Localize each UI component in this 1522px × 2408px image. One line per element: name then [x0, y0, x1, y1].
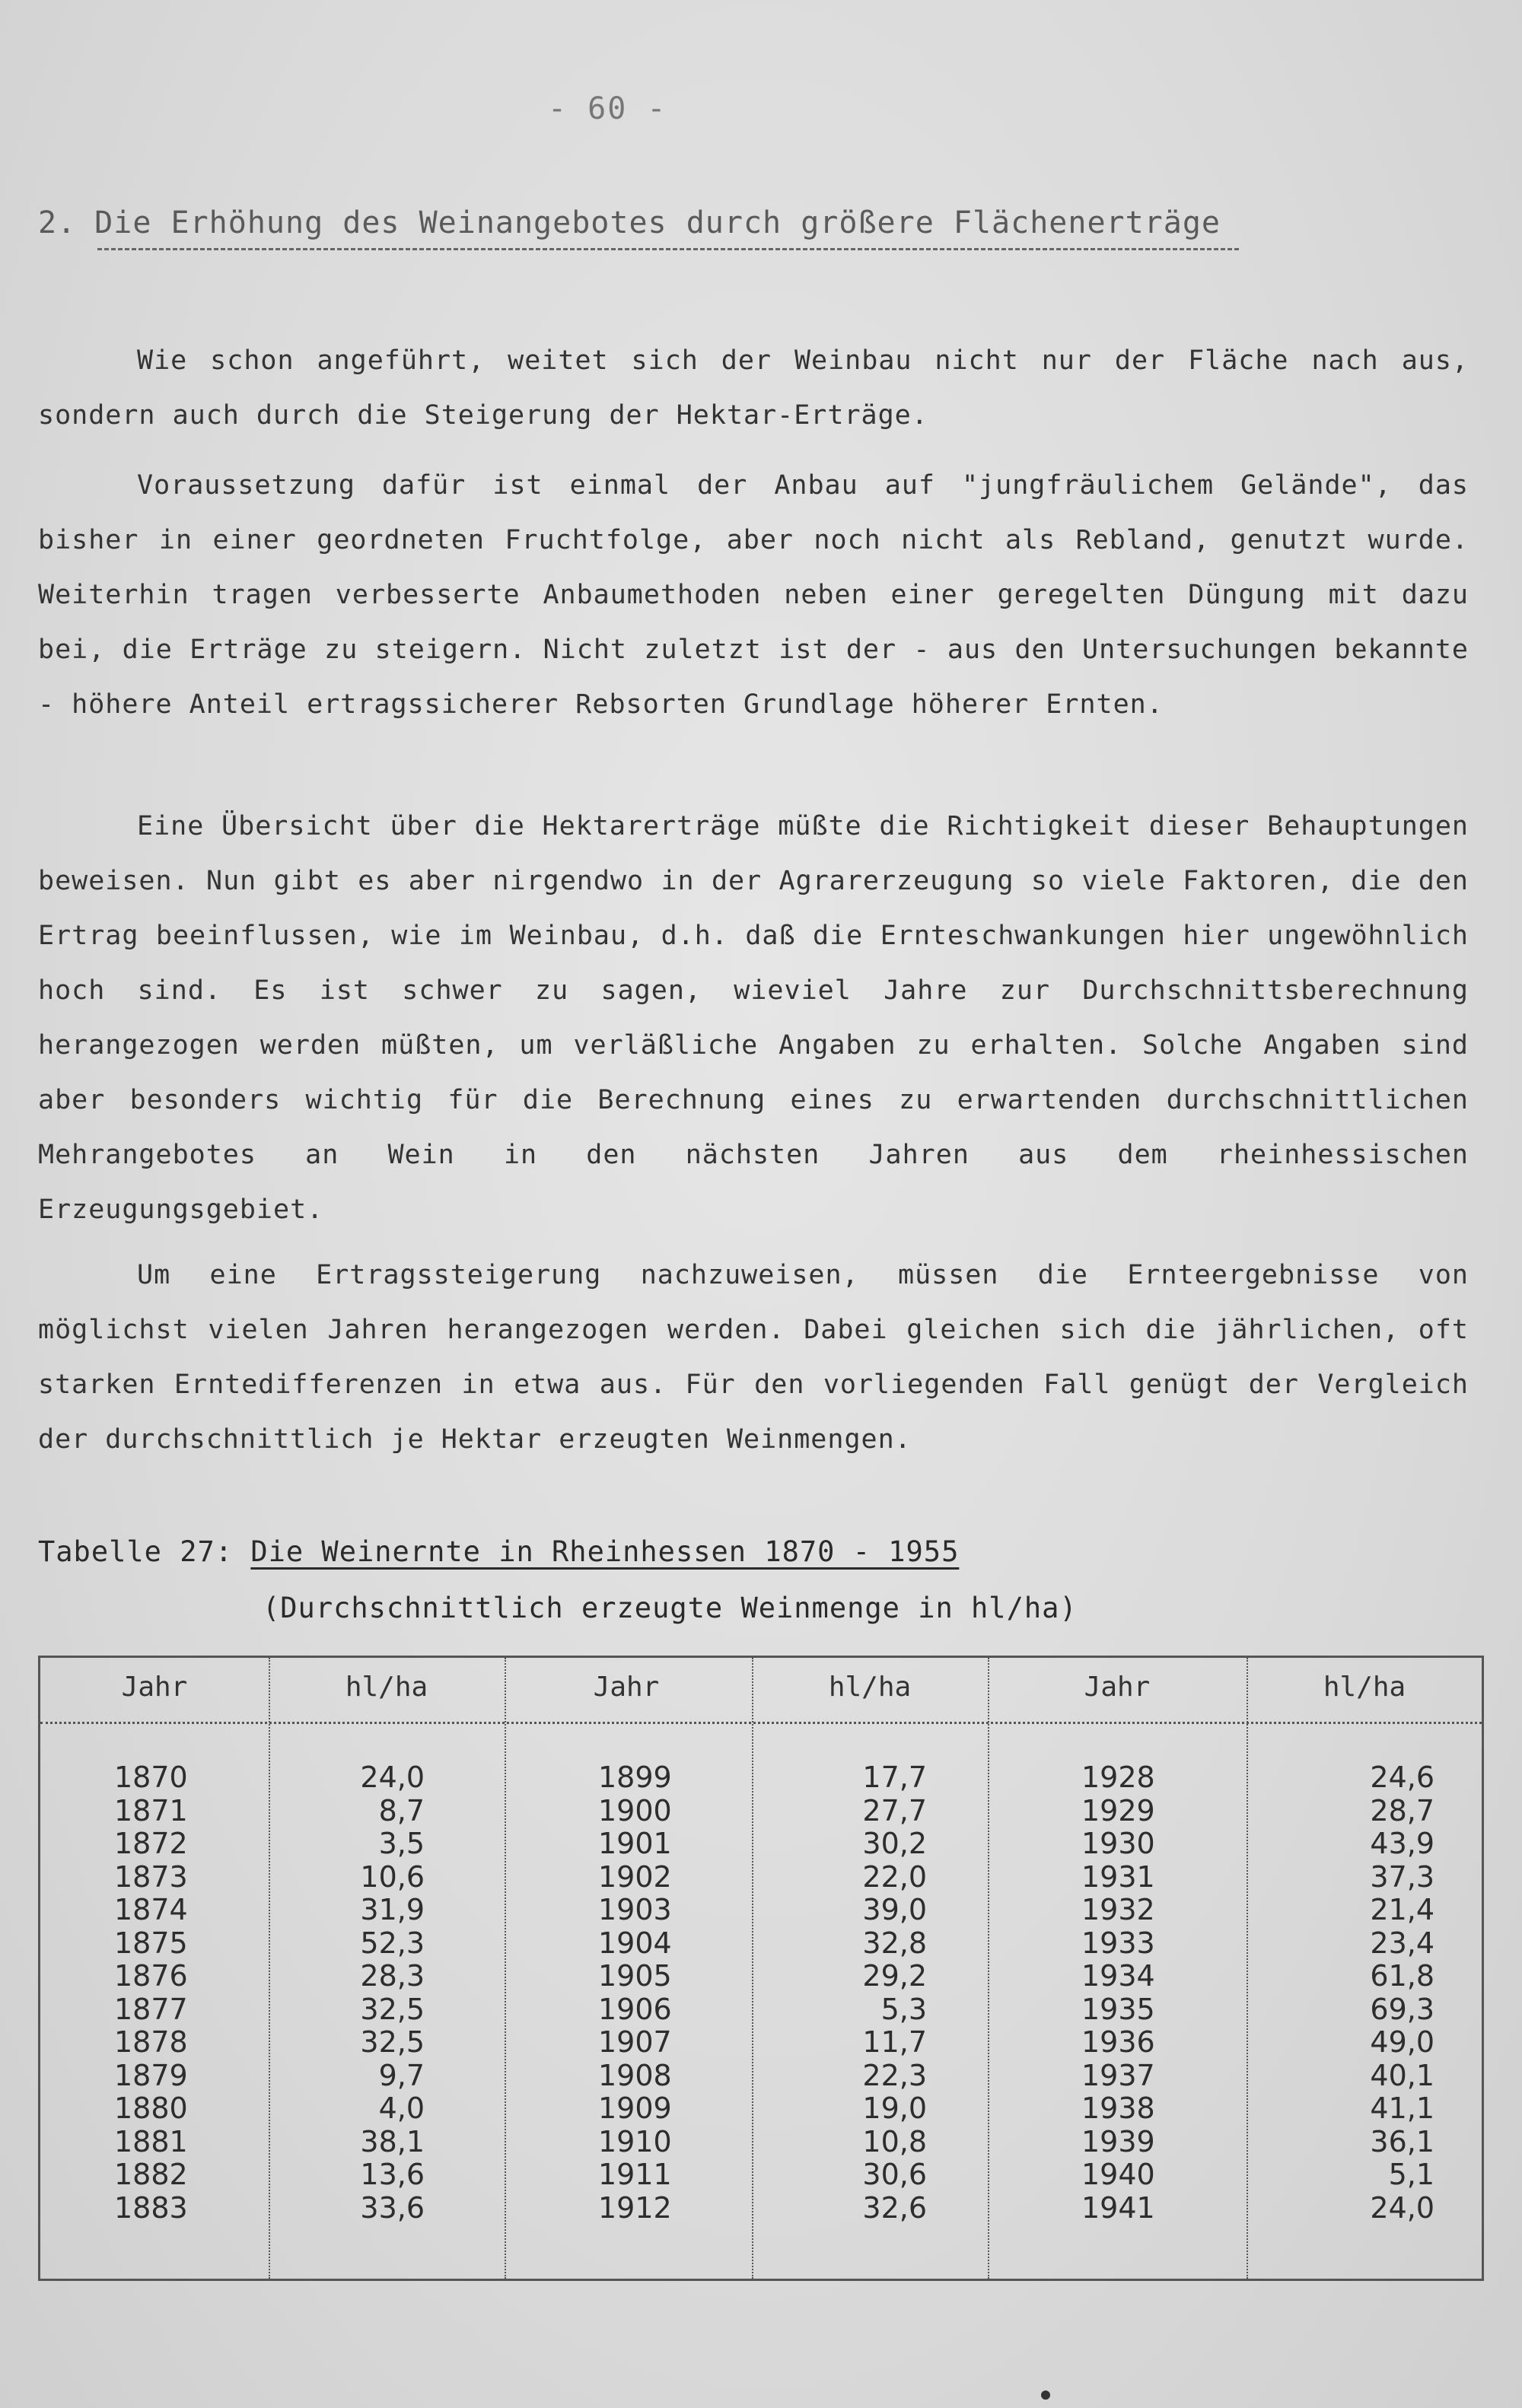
value-cell: 21,4: [1370, 1893, 1434, 1926]
page-number: - 60 -: [548, 91, 667, 126]
value-cell: 33,6: [360, 2190, 425, 2225]
value-cell: 30,6: [862, 2158, 927, 2191]
value-cell: 43,9: [1370, 1827, 1434, 1860]
year-cell: 1908: [598, 2058, 672, 2092]
value-column-1: [333, 1761, 425, 2225]
year-cell: 1903: [598, 1893, 672, 1926]
paragraph-4: Um eine Ertragssteigerung nachzuweisen, müssen die Ernteergebnisse von möglichst vielen Jahren herangezogen werden. Dabei gleichen sich die jährlichen, oft starken Erntedifferenzen in etwa aus. Für den vorliegenden Fall genügt der Vergleich der durchschnittlich je Hektar erzeugten Weinmengen.: [38, 1260, 1469, 1455]
year-cell: 1938: [1081, 2091, 1155, 2125]
value-cell: 10,6: [360, 1859, 425, 1894]
year-cell: 1929: [1081, 1793, 1155, 1827]
header-hlha-3: hl/ha: [1323, 1672, 1406, 1703]
column-divider: [1247, 1658, 1248, 2279]
table-label: Tabelle 27:: [38, 1535, 234, 1568]
paragraph-3: Eine Übersicht über die Hektarerträge müßte die Richtigkeit dieser Behauptungen beweisen. Nun gibt es aber nirgendwo in der Agrarerzeugung so viele Faktoren, die den Ertrag beeinflussen, wie im Weinbau, d.h. daß die Ernteschwankungen hier ungewöhnlich hoch sind. Es ist schwer zu sagen, wieviel Jahre zur Durchschnittsberechnung herangezogen werden müßten, um verläßliche Angaben zu erhalten. Solche Angaben sind aber besonders wichtig für die Berechnung eines zu erwartenden durchschnittlichen Mehrangebotes an Wein in den nächsten Jahren aus dem rheinhessischen Erzeugungsgebiet.: [38, 811, 1469, 1225]
value-cell: 23,4: [1370, 1926, 1434, 1960]
value-cell: 3,5: [378, 1827, 425, 1860]
value-cell: 11,7: [862, 2025, 927, 2059]
header-jahr-2: Jahr: [593, 1672, 660, 1703]
table-subtitle: (Durchschnittlich erzeugte Weinmenge in hl/ha): [263, 1592, 1078, 1624]
year-cell: 1928: [1081, 1761, 1155, 1794]
value-cell: 32,8: [862, 1926, 927, 1960]
year-cell: 1875: [114, 1926, 188, 1960]
value-cell: 10,8: [862, 2124, 927, 2158]
value-cell: 29,2: [862, 1959, 927, 1993]
table-caption: [38, 1535, 959, 1568]
value-cell: 13,6: [360, 2158, 425, 2191]
year-cell: 1882: [114, 2158, 188, 2191]
value-cell: 22,0: [862, 1859, 927, 1894]
value-cell: 37,3: [1370, 1859, 1434, 1894]
value-cell: 31,9: [360, 1893, 425, 1926]
value-cell: 41,1: [1370, 2091, 1434, 2125]
heading-underline: [97, 248, 1239, 250]
value-column-2: [832, 1761, 927, 2225]
year-cell: 1900: [598, 1793, 672, 1827]
year-cell: 1934: [1081, 1959, 1155, 1993]
value-cell: 9,7: [378, 2058, 425, 2092]
section-heading: [38, 205, 1221, 240]
year-cell: 1932: [1081, 1893, 1155, 1926]
year-column-2: [598, 1761, 672, 2225]
year-cell: 1901: [598, 1827, 672, 1860]
year-cell: 1931: [1081, 1859, 1155, 1894]
header-hlha-2: hl/ha: [828, 1672, 912, 1703]
column-divider: [752, 1658, 753, 2279]
section-number: 2.: [38, 205, 77, 240]
value-cell: 30,2: [862, 1827, 927, 1860]
column-divider: [269, 1658, 270, 2279]
value-cell: 4,0: [378, 2091, 425, 2125]
year-cell: 1879: [114, 2058, 188, 2092]
year-cell: 1939: [1081, 2124, 1155, 2158]
value-cell: 5,3: [880, 1992, 927, 2026]
value-cell: 17,7: [862, 1761, 927, 1794]
year-cell: 1883: [114, 2190, 188, 2225]
header-jahr-1: Jahr: [121, 1672, 188, 1703]
year-column-1: [114, 1761, 188, 2225]
column-divider: [505, 1658, 506, 2279]
year-cell: 1876: [114, 1959, 188, 1993]
year-cell: 1935: [1081, 1992, 1155, 2026]
year-cell: 1905: [598, 1959, 672, 1993]
value-cell: 24,6: [1370, 1761, 1434, 1794]
year-cell: 1871: [114, 1793, 188, 1827]
table-title: Die Weinernte in Rheinhessen 1870 - 1955: [250, 1535, 960, 1568]
year-cell: 1874: [114, 1893, 188, 1926]
value-cell: 5,1: [1388, 2158, 1434, 2191]
year-cell: 1899: [598, 1761, 672, 1794]
year-cell: 1873: [114, 1859, 188, 1894]
paragraph-2: Voraussetzung dafür ist einmal der Anbau auf "jungfräulichem Gelände", das bisher in einer geordneten Fruchtfolge, aber noch nicht als Rebland, genutzt wurde. Weiterhin tragen verbesserte Anbaumethoden neben einer geregelten Düngung mit dazu bei, die Erträge zu steigern. Nicht zuletzt ist der - aus den Untersuchungen bekannte - höhere Anteil ertragssicherer Rebsorten Grundlage höherer Ernten.: [38, 470, 1469, 720]
ink-speck: [1041, 2391, 1050, 2400]
value-cell: 28,3: [360, 1959, 425, 1993]
year-cell: 1906: [598, 1992, 672, 2026]
year-cell: 1877: [114, 1992, 188, 2026]
value-cell: 32,5: [360, 2025, 425, 2059]
value-cell: 32,5: [360, 1992, 425, 2026]
value-cell: 49,0: [1370, 2025, 1434, 2059]
year-cell: 1902: [598, 1859, 672, 1894]
value-cell: 61,8: [1370, 1959, 1434, 1993]
year-cell: 1878: [114, 2025, 188, 2059]
year-cell: 1940: [1081, 2158, 1155, 2191]
year-cell: 1907: [598, 2025, 672, 2059]
value-cell: 27,7: [862, 1793, 927, 1827]
year-cell: 1870: [114, 1761, 188, 1794]
year-cell: 1909: [598, 2091, 672, 2125]
value-cell: 36,1: [1370, 2124, 1434, 2158]
value-column-3: [1334, 1761, 1434, 2225]
header-hlha-1: hl/ha: [345, 1672, 428, 1703]
wine-harvest-table: [38, 1656, 1484, 2281]
value-cell: 24,0: [1370, 2190, 1434, 2225]
header-divider: [40, 1722, 1482, 1724]
value-cell: 69,3: [1370, 1992, 1434, 2026]
year-cell: 1937: [1081, 2058, 1155, 2092]
value-cell: 24,0: [360, 1761, 425, 1794]
year-cell: 1881: [114, 2124, 188, 2158]
year-column-3: [1081, 1761, 1155, 2225]
year-cell: 1910: [598, 2124, 672, 2158]
section-title: Die Erhöhung des Weinangebotes durch größere Flächenerträge: [94, 205, 1221, 240]
year-cell: 1933: [1081, 1926, 1155, 1960]
column-divider: [988, 1658, 989, 2279]
year-cell: 1912: [598, 2190, 672, 2225]
year-cell: 1880: [114, 2091, 188, 2125]
year-cell: 1930: [1081, 1827, 1155, 1860]
value-cell: 39,0: [862, 1893, 927, 1926]
value-cell: 8,7: [378, 1793, 425, 1827]
value-cell: 38,1: [360, 2124, 425, 2158]
value-cell: 52,3: [360, 1926, 425, 1960]
value-cell: 28,7: [1370, 1793, 1434, 1827]
header-jahr-3: Jahr: [1084, 1672, 1151, 1703]
year-cell: 1941: [1081, 2190, 1155, 2225]
year-cell: 1872: [114, 1827, 188, 1860]
value-cell: 19,0: [862, 2091, 927, 2125]
value-cell: 22,3: [862, 2058, 927, 2092]
year-cell: 1911: [598, 2158, 672, 2191]
value-cell: 40,1: [1370, 2058, 1434, 2092]
value-cell: 32,6: [862, 2190, 927, 2225]
paragraph-1: Wie schon angeführt, weitet sich der Weinbau nicht nur der Fläche nach aus, sondern auch durch die Steigerung der Hektar-Erträge.: [38, 345, 1469, 431]
year-cell: 1904: [598, 1926, 672, 1960]
year-cell: 1936: [1081, 2025, 1155, 2059]
